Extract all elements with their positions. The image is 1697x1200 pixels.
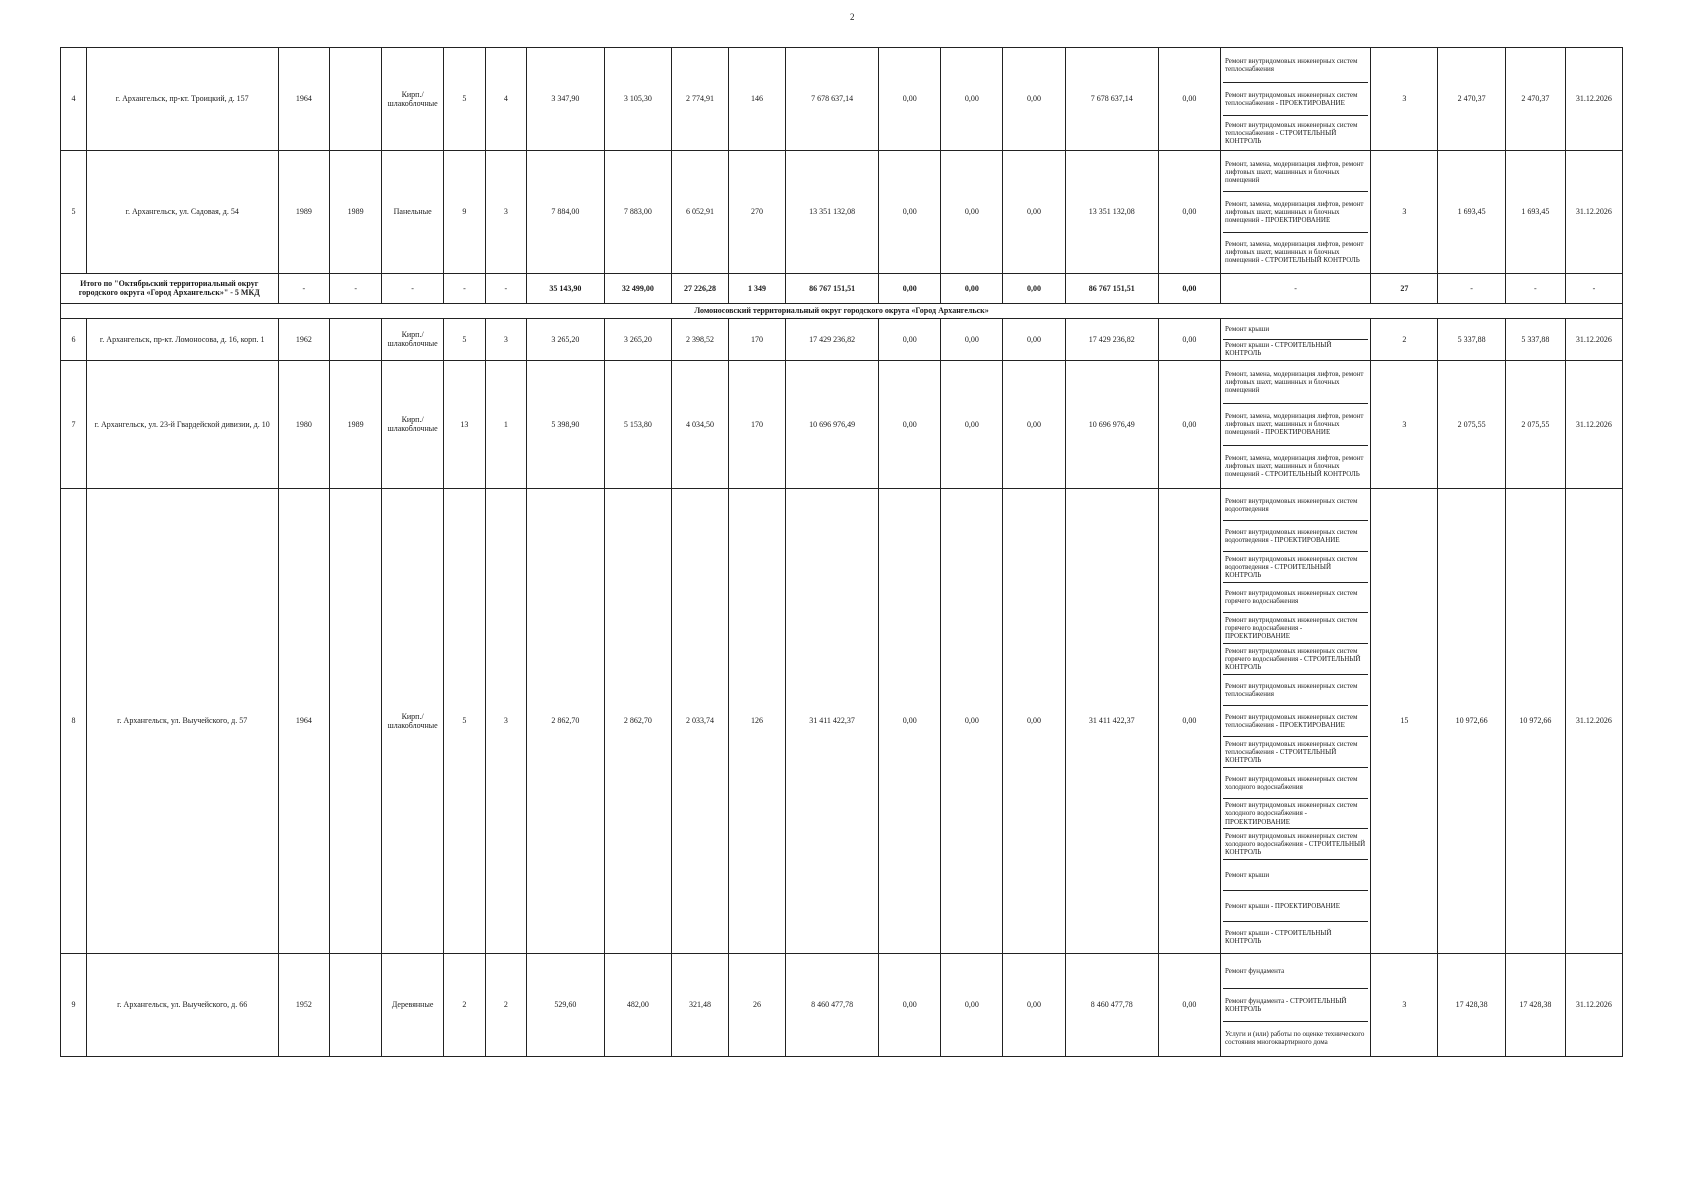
cell-unit-cost: 2 470,37: [1438, 48, 1505, 151]
total-c4: 86 767 151,51: [1065, 273, 1158, 303]
cell-c5: 0,00: [1158, 48, 1220, 151]
cell-entrances: 2: [485, 953, 526, 1056]
cell-works-list: [1220, 150, 1370, 273]
work-item: Ремонт внутридомовых инженерных систем водоотведения - ПРОЕКТИРОВАНИЕ: [1223, 520, 1368, 551]
cell-address: г. Архангельск, ул. Выучейского, д. 66: [86, 953, 278, 1056]
cell-unit-cost: 1 693,45: [1438, 150, 1505, 273]
cell-floors: 13: [444, 360, 485, 488]
work-item: Ремонт внутридомовых инженерных систем холодного водоснабжения - СТРОИТЕЛЬНЫЙ КОНТРОЛЬ: [1223, 828, 1368, 859]
cell-year-rec: 1989: [330, 150, 382, 273]
cell-c5: 0,00: [1158, 488, 1220, 953]
cell-area-res: 321,48: [672, 953, 729, 1056]
cell-area-total: 2 862,70: [527, 488, 605, 953]
cell-year-rec: [330, 953, 382, 1056]
cell-address: г. Архангельск, ул. Садовая, д. 54: [86, 150, 278, 273]
works-list: [1223, 490, 1368, 952]
cell-c3: 0,00: [1003, 953, 1065, 1056]
table-row: [61, 360, 1623, 488]
works-list: [1223, 955, 1368, 1055]
total-c2: 0,00: [941, 273, 1003, 303]
cell-floors: 5: [444, 318, 485, 360]
work-item: Ремонт фундамента: [1224, 967, 1285, 976]
cell-year-rec: 1989: [330, 360, 382, 488]
cell-works-list: [1220, 953, 1370, 1056]
cell-c1: 0,00: [879, 360, 941, 488]
cell-c4: 7 678 637,14: [1065, 48, 1158, 151]
cell-cost-total: 17 429 236,82: [785, 318, 878, 360]
work-item: Ремонт внутридомовых инженерных систем горячего водоснабжения - ПРОЕКТИРОВАНИЕ: [1223, 612, 1368, 643]
work-item: Ремонт крыши - СТРОИТЕЛЬНЫЙ КОНТРОЛЬ: [1223, 921, 1368, 952]
total-area-living: 32 499,00: [604, 273, 671, 303]
section-title: Ломоносовский территориальный округ городского округа «Город Архангельск»: [61, 303, 1623, 318]
cell-c2: 0,00: [941, 488, 1003, 953]
cell-floors: 5: [444, 488, 485, 953]
cell-entrances: 1: [485, 360, 526, 488]
work-item: Ремонт внутридомовых инженерных систем водоотведения: [1224, 496, 1358, 513]
cell-unit-cost: 5 337,88: [1438, 318, 1505, 360]
cell-material: Кирп./ шлакоблочные: [382, 360, 444, 488]
total-dash: -: [1438, 273, 1505, 303]
cell-max-cost: 5 337,88: [1505, 318, 1565, 360]
total-area-total: 35 143,90: [527, 273, 605, 303]
cell-area-res: 2 398,52: [672, 318, 729, 360]
cell-n: 8: [61, 488, 87, 953]
cell-c2: 0,00: [941, 360, 1003, 488]
cell-material: Кирп./ шлакоблочные: [382, 488, 444, 953]
cell-address: г. Архангельск, пр-кт. Троицкий, д. 157: [86, 48, 278, 151]
cell-address: г. Архангельск, ул. Выучейского, д. 57: [86, 488, 278, 953]
cell-works-count: 3: [1371, 953, 1438, 1056]
cell-year-rec: [330, 318, 382, 360]
cell-material: Деревянные: [382, 953, 444, 1056]
work-item: Ремонт, замена, модернизация лифтов, ремонт лифтовых шахт, машинных и блочных помещений - ПРОЕКТИРОВАНИЕ: [1223, 403, 1368, 445]
cell-deadline: 31.12.2026: [1565, 953, 1622, 1056]
cell-residents: 170: [729, 318, 786, 360]
work-item: Ремонт, замена, модернизация лифтов, ремонт лифтовых шахт, машинных и блочных помещений: [1224, 370, 1364, 395]
total-c1: 0,00: [879, 273, 941, 303]
cell-c5: 0,00: [1158, 318, 1220, 360]
cell-year-rec: [330, 48, 382, 151]
cell-area-res: 2 774,91: [672, 48, 729, 151]
work-item: Ремонт крыши: [1223, 859, 1368, 890]
capital-repair-register-table: [60, 47, 1623, 1057]
cell-c3: 0,00: [1003, 360, 1065, 488]
cell-max-cost: 2 470,37: [1505, 48, 1565, 151]
cell-floors: 9: [444, 150, 485, 273]
cell-cost-total: 8 460 477,78: [785, 953, 878, 1056]
cell-entrances: 3: [485, 150, 526, 273]
works-list: [1223, 320, 1368, 359]
cell-c1: 0,00: [879, 318, 941, 360]
table-row: [61, 488, 1623, 953]
work-item: Ремонт внутридомовых инженерных систем горячего водоснабжения - СТРОИТЕЛЬНЫЙ КОНТРОЛЬ: [1223, 643, 1368, 674]
total-area-res: 27 226,28: [672, 273, 729, 303]
cell-works-list: [1220, 48, 1370, 151]
cell-max-cost: 10 972,66: [1505, 488, 1565, 953]
cell-material: Кирп./ шлакоблочные: [382, 48, 444, 151]
work-item: Ремонт крыши: [1224, 325, 1270, 334]
cell-residents: 26: [729, 953, 786, 1056]
total-c3: 0,00: [1003, 273, 1065, 303]
work-item: Ремонт, замена, модернизация лифтов, ремонт лифтовых шахт, машинных и блочных помещений: [1224, 159, 1364, 184]
cell-c4: 17 429 236,82: [1065, 318, 1158, 360]
cell-deadline: 31.12.2026: [1565, 318, 1622, 360]
total-dash: -: [485, 273, 526, 303]
cell-area-living: 482,00: [604, 953, 671, 1056]
cell-material: Панельные: [382, 150, 444, 273]
cell-cost-total: 31 411 422,37: [785, 488, 878, 953]
total-dash: -: [382, 273, 444, 303]
cell-area-living: 7 883,00: [604, 150, 671, 273]
total-label: Итого по "Октябрьский территориальный округ городского округа «Город Архангельск»" - 5 МКД: [61, 273, 279, 303]
cell-entrances: 4: [485, 48, 526, 151]
total-dash: -: [330, 273, 382, 303]
cell-year-built: 1980: [278, 360, 330, 488]
cell-area-living: 5 153,80: [604, 360, 671, 488]
cell-deadline: 31.12.2026: [1565, 48, 1622, 151]
work-item: Ремонт внутридомовых инженерных систем холодного водоснабжения: [1223, 767, 1368, 798]
cell-entrances: 3: [485, 318, 526, 360]
work-item: Ремонт внутридомовых инженерных систем теплоснабжения - СТРОИТЕЛЬНЫЙ КОНТРОЛЬ: [1223, 115, 1368, 149]
section-row: [61, 303, 1623, 318]
cell-c2: 0,00: [941, 953, 1003, 1056]
cell-works-count: 3: [1371, 360, 1438, 488]
cell-c5: 0,00: [1158, 150, 1220, 273]
cell-works-count: 3: [1371, 48, 1438, 151]
total-c5: 0,00: [1158, 273, 1220, 303]
cell-c4: 13 351 132,08: [1065, 150, 1158, 273]
cell-max-cost: 1 693,45: [1505, 150, 1565, 273]
cell-year-built: 1964: [278, 488, 330, 953]
work-item: Ремонт внутридомовых инженерных систем водоотведения - СТРОИТЕЛЬНЫЙ КОНТРОЛЬ: [1223, 551, 1368, 582]
cell-area-living: 2 862,70: [604, 488, 671, 953]
cell-n: 4: [61, 48, 87, 151]
cell-area-total: 529,60: [527, 953, 605, 1056]
total-dash: -: [1220, 273, 1370, 303]
cell-address: г. Архангельск, пр-кт. Ломоносова, д. 16, корп. 1: [86, 318, 278, 360]
works-list: [1223, 49, 1368, 149]
cell-unit-cost: 17 428,38: [1438, 953, 1505, 1056]
work-item: Ремонт, замена, модернизация лифтов, ремонт лифтовых шахт, машинных и блочных помещений - ПРОЕКТИРОВАНИЕ: [1223, 191, 1368, 231]
cell-unit-cost: 2 075,55: [1438, 360, 1505, 488]
cell-cost-total: 13 351 132,08: [785, 150, 878, 273]
work-item: Ремонт внутридомовых инженерных систем теплоснабжения - ПРОЕКТИРОВАНИЕ: [1223, 705, 1368, 736]
works-list: [1223, 152, 1368, 272]
cell-n: 9: [61, 953, 87, 1056]
cell-works-list: [1220, 488, 1370, 953]
cell-area-res: 2 033,74: [672, 488, 729, 953]
cell-max-cost: 2 075,55: [1505, 360, 1565, 488]
cell-works-list: [1220, 318, 1370, 360]
work-item: Ремонт крыши - СТРОИТЕЛЬНЫЙ КОНТРОЛЬ: [1223, 339, 1368, 359]
cell-cost-total: 10 696 976,49: [785, 360, 878, 488]
table-row: [61, 150, 1623, 273]
table-row: [61, 953, 1623, 1056]
cell-cost-total: 7 678 637,14: [785, 48, 878, 151]
cell-floors: 2: [444, 953, 485, 1056]
works-list: [1223, 362, 1368, 487]
cell-area-total: 7 884,00: [527, 150, 605, 273]
cell-year-built: 1964: [278, 48, 330, 151]
cell-deadline: 31.12.2026: [1565, 488, 1622, 953]
cell-deadline: 31.12.2026: [1565, 360, 1622, 488]
cell-c4: 31 411 422,37: [1065, 488, 1158, 953]
cell-area-total: 3 265,20: [527, 318, 605, 360]
cell-residents: 146: [729, 48, 786, 151]
total-dash: -: [1505, 273, 1565, 303]
total-residents: 1 349: [729, 273, 786, 303]
cell-c3: 0,00: [1003, 488, 1065, 953]
cell-c1: 0,00: [879, 48, 941, 151]
work-item: Ремонт фундамента - СТРОИТЕЛЬНЫЙ КОНТРОЛЬ: [1223, 988, 1368, 1022]
cell-c3: 0,00: [1003, 150, 1065, 273]
total-row: [61, 273, 1623, 303]
cell-works-count: 2: [1371, 318, 1438, 360]
cell-residents: 170: [729, 360, 786, 488]
cell-c2: 0,00: [941, 150, 1003, 273]
cell-c5: 0,00: [1158, 360, 1220, 488]
cell-c2: 0,00: [941, 318, 1003, 360]
cell-address: г. Архангельск, ул. 23-й Гвардейской дивизии, д. 10: [86, 360, 278, 488]
cell-residents: 270: [729, 150, 786, 273]
cell-area-total: 3 347,90: [527, 48, 605, 151]
cell-c1: 0,00: [879, 953, 941, 1056]
table-row: [61, 48, 1623, 151]
cell-max-cost: 17 428,38: [1505, 953, 1565, 1056]
cell-c2: 0,00: [941, 48, 1003, 151]
total-dash: -: [278, 273, 330, 303]
table-row: [61, 318, 1623, 360]
cell-c5: 0,00: [1158, 953, 1220, 1056]
cell-deadline: 31.12.2026: [1565, 150, 1622, 273]
work-item: Ремонт внутридомовых инженерных систем теплоснабжения - ПРОЕКТИРОВАНИЕ: [1223, 82, 1368, 116]
cell-works-list: [1220, 360, 1370, 488]
cell-works-count: 3: [1371, 150, 1438, 273]
cell-c1: 0,00: [879, 150, 941, 273]
work-item: Ремонт внутридомовых инженерных систем горячего водоснабжения: [1223, 582, 1368, 613]
cell-entrances: 3: [485, 488, 526, 953]
work-item: Ремонт, замена, модернизация лифтов, ремонт лифтовых шахт, машинных и блочных помещений - СТРОИТЕЛЬНЫЙ КОНТРОЛЬ: [1223, 232, 1368, 272]
cell-year-built: 1989: [278, 150, 330, 273]
cell-year-built: 1962: [278, 318, 330, 360]
cell-n: 7: [61, 360, 87, 488]
cell-area-res: 6 052,91: [672, 150, 729, 273]
cell-unit-cost: 10 972,66: [1438, 488, 1505, 953]
cell-area-living: 3 265,20: [604, 318, 671, 360]
cell-c3: 0,00: [1003, 48, 1065, 151]
cell-works-count: 15: [1371, 488, 1438, 953]
cell-area-res: 4 034,50: [672, 360, 729, 488]
cell-n: 6: [61, 318, 87, 360]
cell-c3: 0,00: [1003, 318, 1065, 360]
cell-area-total: 5 398,90: [527, 360, 605, 488]
cell-year-rec: [330, 488, 382, 953]
work-item: Ремонт внутридомовых инженерных систем теплоснабжения: [1224, 57, 1358, 74]
work-item: Ремонт, замена, модернизация лифтов, ремонт лифтовых шахт, машинных и блочных помещений - СТРОИТЕЛЬНЫЙ КОНТРОЛЬ: [1223, 445, 1368, 487]
cell-year-built: 1952: [278, 953, 330, 1056]
cell-material: Кирп./ шлакоблочные: [382, 318, 444, 360]
work-item: Ремонт внутридомовых инженерных систем холодного водоснабжения - ПРОЕКТИРОВАНИЕ: [1223, 798, 1368, 829]
cell-floors: 5: [444, 48, 485, 151]
work-item: Услуги и (или) работы по оценке технического состояния многоквартирного дома: [1223, 1021, 1368, 1055]
total-cost: 86 767 151,51: [785, 273, 878, 303]
total-works-count: 27: [1371, 273, 1438, 303]
total-dash: -: [1565, 273, 1622, 303]
cell-residents: 126: [729, 488, 786, 953]
work-item: Ремонт крыши - ПРОЕКТИРОВАНИЕ: [1223, 890, 1368, 921]
cell-c4: 8 460 477,78: [1065, 953, 1158, 1056]
cell-c1: 0,00: [879, 488, 941, 953]
page-number: 2: [850, 12, 855, 22]
cell-area-living: 3 105,30: [604, 48, 671, 151]
work-item: Ремонт внутридомовых инженерных систем теплоснабжения - СТРОИТЕЛЬНЫЙ КОНТРОЛЬ: [1223, 736, 1368, 767]
cell-n: 5: [61, 150, 87, 273]
work-item: Ремонт внутридомовых инженерных систем теплоснабжения: [1223, 674, 1368, 705]
total-dash: -: [444, 273, 485, 303]
cell-c4: 10 696 976,49: [1065, 360, 1158, 488]
